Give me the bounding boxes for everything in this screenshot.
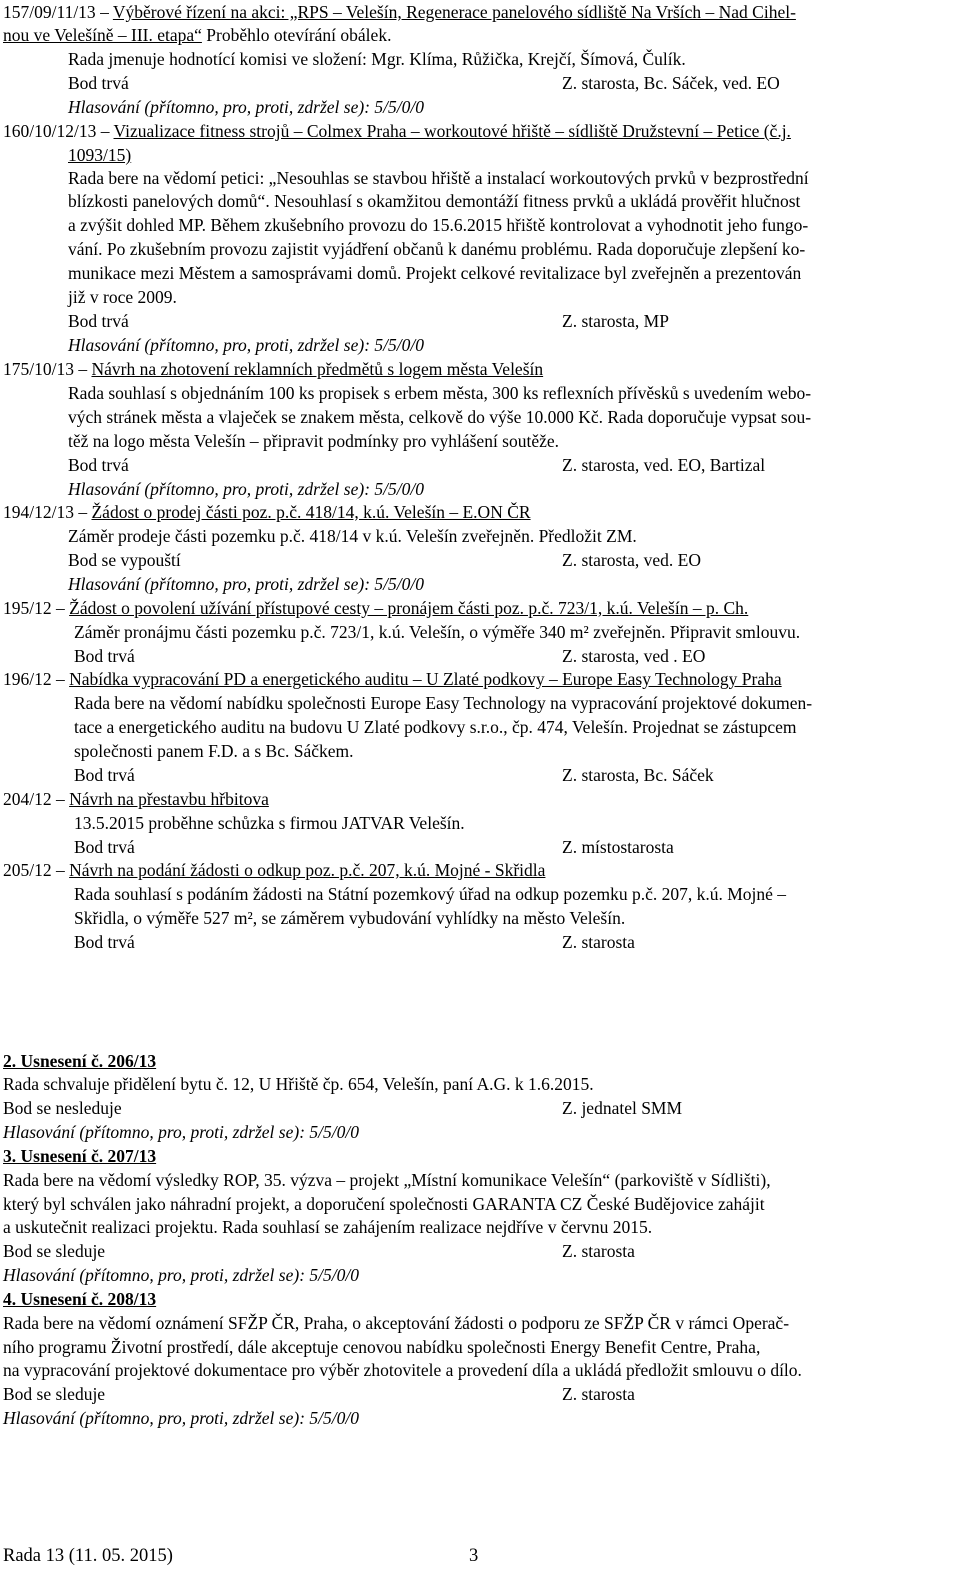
item-194-vote: Hlasování (přítomno, pro, proti, zdržel se): 5/5/0/0: [68, 574, 424, 594]
item-196-title-line: 196/12 – Nabídka vypracování PD a energetického auditu – U Zlaté podkovy – Europe Easy Technology Praha: [3, 669, 782, 689]
item-175-title-line: 175/10/13 – Návrh na zhotovení reklamních předmětů s logem města Velešín: [3, 359, 544, 379]
item-160-title-cont: 1093/15): [68, 145, 132, 165]
item-205-responsible: Z. starosta: [562, 932, 635, 952]
item-157-status: Bod trvá: [68, 73, 129, 93]
item-160-body-line: již v roce 2009.: [68, 287, 177, 307]
item-195-responsible: Z. starosta, ved . EO: [562, 646, 706, 666]
item-175-title: Návrh na zhotovení reklamních předmětů s logem města Velešín: [91, 359, 544, 379]
item-205-body-line: Rada souhlasí s podáním žádosti na Státní pozemkový úřad na odkup pozemku p.č. 207, k.ú. Mojné –: [74, 884, 787, 904]
item-205-id: 205/12: [3, 860, 52, 880]
item-196-status: Bod trvá: [74, 765, 135, 785]
resolution-heading: 4. Usnesení č. 208/13: [3, 1289, 157, 1309]
resolution-body-line: který byl schválen jako náhradní projekt, a doporučení společnosti GARANTA CZ České Budějovice zahájit: [3, 1194, 765, 1214]
item-194-title-line: 194/12/13 – Žádost o prodej části poz. p.č. 418/14, k.ú. Velešín – E.ON ČR: [3, 502, 531, 522]
item-175-vote: Hlasování (přítomno, pro, proti, zdržel se): 5/5/0/0: [68, 479, 424, 499]
item-196-body-line: společnosti panem F.D. a s Bc. Sáčkem.: [74, 741, 354, 761]
item-175-body-line: vých stránek města a vlaječek se znakem města, celkově do výše 10.000 Kč. Rada doporučuje vypsat sou-: [68, 407, 812, 427]
item-196-title: Nabídka vypracování PD a energetického auditu – U Zlaté podkovy – Europe Easy Technology Praha: [69, 669, 782, 689]
resolution-responsible: Z. starosta: [562, 1241, 635, 1261]
resolution-status: Bod se sleduje: [3, 1384, 106, 1404]
item-194-responsible: Z. starosta, ved. EO: [562, 550, 701, 570]
item-160-responsible: Z. starosta, MP: [562, 311, 669, 331]
footer-meeting: Rada 13 (11. 05. 2015): [3, 1546, 173, 1566]
resolution-body-line: ního programu Životní prostředí, dále akceptuje cenovou nabídku společnosti Energy Benefit Centre, Praha,: [3, 1337, 761, 1357]
item-196-body-line: Rada bere na vědomí nabídku společnosti Europe Easy Technology na vypracování projektové dokumen-: [74, 693, 813, 713]
resolution-vote: Hlasování (přítomno, pro, proti, zdržel se): 5/5/0/0: [3, 1122, 359, 1142]
item-195-title-line: 195/12 – Žádost o povolení užívání přístupové cesty – pronájem části poz. p.č. 723/1, k.ú. Velešín – p. Ch.: [3, 598, 749, 618]
resolution-heading: 2. Usnesení č. 206/13: [3, 1051, 157, 1071]
item-195-body-line: Záměr pronájmu části pozemku p.č. 723/1, k.ú. Velešín, o výměře 340 m² zveřejněn. Připravit smlouvu.: [74, 622, 801, 642]
item-157-responsible: Z. starosta, Bc. Sáček, ved. EO: [562, 73, 780, 93]
resolution-status: Bod se nesleduje: [3, 1098, 122, 1118]
item-160-body-line: munikace mezi Městem a samosprávami domů. Projekt celkové revitalizace byl zveřejněn a prezentován: [68, 263, 802, 283]
resolution-body-line: a uskutečnit realizaci projektu. Rada souhlasí se zahájením realizace nejdříve v červnu 2015.: [3, 1217, 653, 1237]
resolution-body-line: Rada bere na vědomí oznámení SFŽP ČR, Praha, o akceptování žádosti o podporu ze SFŽP ČR v rámci Operač-: [3, 1313, 790, 1333]
item-204-body-line: 13.5.2015 proběhne schůzka s firmou JATVAR Velešín.: [74, 813, 465, 833]
item-205-title-line: 205/12 – Návrh na podání žádosti o odkup poz. p.č. 207, k.ú. Mojné - Skřidla: [3, 860, 546, 880]
item-157-title-line2: [3, 24, 391, 46]
item-157-id: 157/09/11/13: [3, 2, 96, 22]
item-157-title-tail: Proběhlo otevírání obálek.: [201, 25, 392, 45]
resolution-status: Bod se sleduje: [3, 1241, 106, 1261]
item-175-id: 175/10/13: [3, 359, 74, 379]
resolution-responsible: Z. starosta: [562, 1384, 635, 1404]
resolution-vote: Hlasování (přítomno, pro, proti, zdržel se): 5/5/0/0: [3, 1408, 359, 1428]
item-160-title: Vizualizace fitness strojů – Colmex Praha – workoutové hřiště – sídliště Družstevní – Petice (č.j.: [113, 121, 791, 141]
item-204-responsible: Z. místostarosta: [562, 837, 674, 857]
item-160-body-line: blízkosti panelových domů“. Nesouhlasí s okamžitou demontáží fitness prvků a ukládá prověřit hlučnost: [68, 191, 801, 211]
item-204-status: Bod trvá: [74, 837, 135, 857]
item-157-title-cont: nou ve Velešíně – III. etapa“: [3, 25, 202, 45]
item-160-title-line: 160/10/12/13 – Vizualizace fitness strojů – Colmex Praha – workoutové hřiště – sídliště Družstevní – Petice (č.j.: [3, 121, 791, 141]
item-160-body-line: vání. Po zkušebním provozu zajistit vyjádření občanů k danému problému. Rada doporučuje zlepšení ko-: [68, 239, 806, 259]
item-205-title: Návrh na podání žádosti o odkup poz. p.č. 207, k.ú. Mojné - Skřidla: [69, 860, 546, 880]
item-160-body-line: a zvýšit dohled MP. Během zkušebního provozu do 15.6.2015 hřiště kontrolovat a vyhodnotit jeho fungo-: [68, 215, 809, 235]
resolution-heading: 3. Usnesení č. 207/13: [3, 1146, 157, 1166]
item-194-title: Žádost o prodej části poz. p.č. 418/14, k.ú. Velešín – E.ON ČR: [91, 502, 531, 522]
item-204-title-line: 204/12 – Návrh na přestavbu hřbitova: [3, 789, 269, 809]
item-175-body-line: Rada souhlasí s objednáním 100 ks propisek s erbem města, 300 ks reflexních přívěsků s uvedením webo-: [68, 383, 812, 403]
item-160-id: 160/10/12/13: [3, 121, 97, 141]
item-175-body-line: těž na logo města Velešín – připravit podmínky pro vyhlášení soutěže.: [68, 431, 560, 451]
item-194-id: 194/12/13: [3, 502, 74, 522]
item-205-status: Bod trvá: [74, 932, 135, 952]
item-195-status: Bod trvá: [74, 646, 135, 666]
item-196-body-line: tace a energetického auditu na budovu U Zlaté podkovy s.r.o., čp. 474, Velešín. Projednat se zástupcem: [74, 717, 797, 737]
item-157-body-line: Rada jmenuje hodnotící komisi ve složení: Mgr. Klíma, Růžička, Krejčí, Šímová, Čulík.: [68, 49, 686, 69]
item-175-status: Bod trvá: [68, 455, 129, 475]
item-160-status: Bod trvá: [68, 311, 129, 331]
item-195-id: 195/12: [3, 598, 52, 618]
item-204-title: Návrh na přestavbu hřbitova: [69, 789, 269, 809]
page-number: 3: [469, 1546, 479, 1566]
item-160-body-line: Rada bere na vědomí petici: „Nesouhlas se stavbou hřiště a instalací workoutových prvků v bezprostřední: [68, 168, 809, 188]
item-194-body-line: Záměr prodeje části pozemku p.č. 418/14 v k.ú. Velešín zveřejněn. Předložit ZM.: [68, 526, 637, 546]
resolution-body-line: na vypracování projektové dokumentace pro výběr zhotovitele a provedení díla a ukládá předložit smlouvu o dílo.: [3, 1360, 802, 1380]
item-195-title: Žádost o povolení užívání přístupové cesty – pronájem části poz. p.č. 723/1, k.ú. Velešín – p. Ch.: [69, 598, 749, 618]
item-157-title: Výběrové řízení na akci: „RPS – Velešín, Regenerace panelového sídliště Na Vrších – Nad Cihel-: [112, 2, 796, 22]
item-194-status: Bod se vypouští: [68, 550, 181, 570]
item-196-responsible: Z. starosta, Bc. Sáček: [562, 765, 714, 785]
item-157-title-line: 157/09/11/13 – Výběrové řízení na akci: „RPS – Velešín, Regenerace panelového sídliště Na Vrších – Nad Cihel-: [3, 2, 796, 22]
resolution-vote: Hlasování (přítomno, pro, proti, zdržel se): 5/5/0/0: [3, 1265, 359, 1285]
item-157-vote: Hlasování (přítomno, pro, proti, zdržel se): 5/5/0/0: [68, 97, 424, 117]
resolution-body-line: Rada bere na vědomí výsledky ROP, 35. výzva – projekt „Místní komunikace Velešín“ (parkoviště v Sídlišti),: [3, 1170, 771, 1190]
item-204-id: 204/12: [3, 789, 52, 809]
item-196-id: 196/12: [3, 669, 52, 689]
resolution-responsible: Z. jednatel SMM: [562, 1098, 683, 1118]
resolution-body-line: Rada schvaluje přidělení bytu č. 12, U Hřiště čp. 654, Velešín, paní A.G. k 1.6.2015.: [3, 1074, 594, 1094]
item-160-vote: Hlasování (přítomno, pro, proti, zdržel se): 5/5/0/0: [68, 335, 424, 355]
item-175-responsible: Z. starosta, ved. EO, Bartizal: [562, 455, 766, 475]
item-205-body-line: Skřidla, o výměře 527 m², se záměrem vybudování vyhlídky na město Velešín.: [74, 908, 626, 928]
